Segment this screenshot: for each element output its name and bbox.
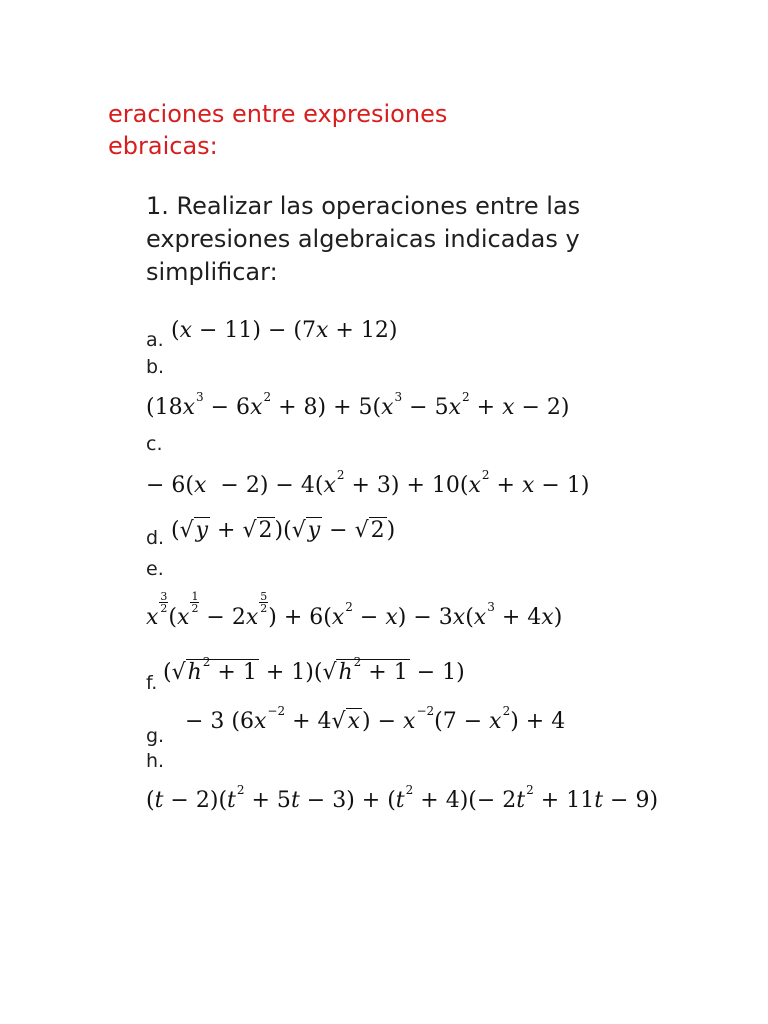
heading-line-2: ebraicas: xyxy=(108,132,218,160)
exercise-g-label: g. xyxy=(146,725,165,747)
section-heading xyxy=(108,98,447,162)
instructions xyxy=(146,190,706,289)
exercise-h-expression: $(t - 2)(t^2 + 5t - 3) + (t^2 + 4)(- 2t^2 + 11t - 9)$ xyxy=(146,783,659,813)
exercise-c-expression: − $6(x - 2) - 4(x^2 + 3) + 10(x^2 + x - 1)$ xyxy=(146,468,590,498)
exercise-d-expression: (√y + √2)(√y − √2) xyxy=(171,518,396,543)
exercise-f-label: f. xyxy=(146,672,158,694)
exercise-b-label: b. xyxy=(146,356,165,378)
exercise-f-expression: $(√h^2 + 1 + 1)(√h^2 + 1 - 1)$ xyxy=(163,655,465,685)
exercise-c-label: c. xyxy=(146,433,163,455)
instructions-line-2: expresiones algebraicas indicadas y xyxy=(146,225,580,253)
exercise-a-expression: (x − 11) − (7x + 12) xyxy=(171,318,398,343)
exercise-d-label: d. xyxy=(146,527,165,549)
instructions-line-1: 1. Realizar las operaciones entre las xyxy=(146,192,581,220)
exercise-b-expression: $(18x^3 - 6x^2 + 8) + 5(x^3 - 5x^2 + x - 2)$ xyxy=(146,390,570,420)
heading-line-1: eraciones entre expresiones xyxy=(108,100,448,128)
exercise-h-label: h. xyxy=(146,750,165,772)
exercise-a-label: a. xyxy=(146,329,164,351)
instructions-line-3: simplificar: xyxy=(146,258,278,286)
exercise-e-label: e. xyxy=(146,558,164,580)
exercise-g-expression: − 3 $(6x^{-2} + 4√x) - x^{-2}(7 - x^2) + 4$ xyxy=(185,704,566,734)
exercise-e-expression: x $\frac{3}{2}$ (x $\frac{1}{2}$ − 2x $\frac{5}{2}$ ) + $6(x^2 - x) - 3x(x^3 + 4x)$ xyxy=(146,589,563,630)
